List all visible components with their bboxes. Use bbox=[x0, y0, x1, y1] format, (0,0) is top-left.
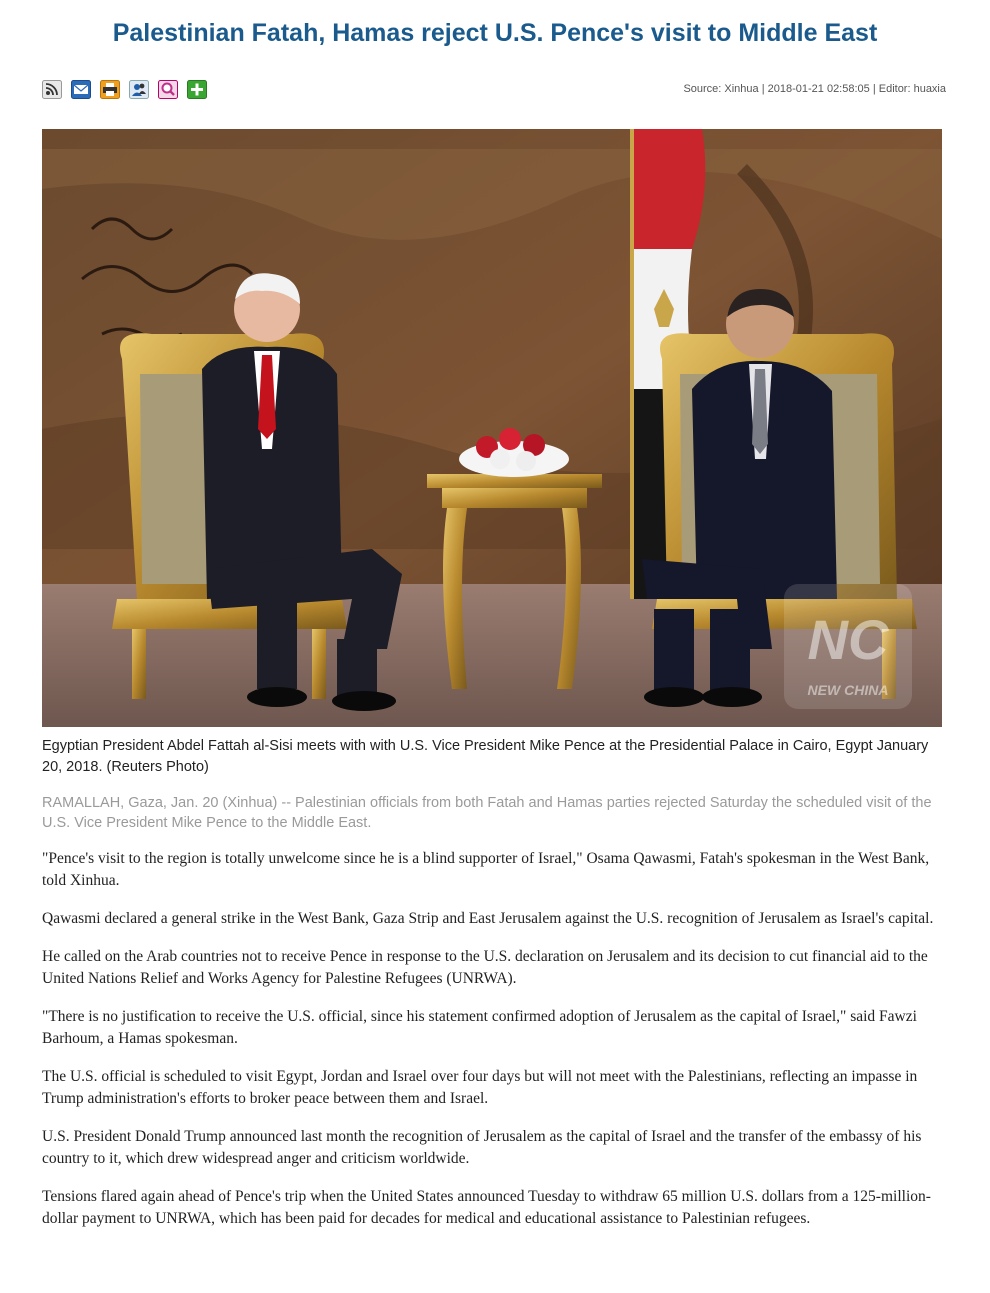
paragraph: U.S. President Donald Trump announced last month the recognition of Jerusalem as the capital of Israel and the transfer of the embassy of his country to it, which drew widespread anger and criticism worldwide. bbox=[42, 1128, 922, 1167]
article-lead: RAMALLAH, Gaza, Jan. 20 (Xinhua) -- Palestinian officials from both Fatah and Hamas parties rejected Saturday the scheduled visit of the U.S. Vice President Mike Pence to the Middle East. bbox=[42, 795, 932, 831]
photo-caption: Egyptian President Abdel Fattah al-Sisi meets with with U.S. Vice President Mike Pence at the Presidential Palace in Cairo, Egypt January 20, 2018. (Reuters Photo) bbox=[42, 738, 929, 775]
article-meta: Source: Xinhua | 2018-01-21 02:58:05 | Editor: huaxia bbox=[683, 83, 946, 95]
rss-icon bbox=[42, 80, 62, 99]
watermark-text: NEW CHINA bbox=[807, 682, 889, 698]
article-title: Palestinian Fatah, Hamas reject U.S. Pence's visit to Middle East bbox=[112, 19, 878, 47]
share-button[interactable] bbox=[129, 80, 149, 99]
print-icon bbox=[100, 80, 120, 99]
email-icon bbox=[71, 80, 91, 99]
article-photo bbox=[42, 129, 942, 727]
paragraph: Tensions flared again ahead of Pence's trip when the United States announced Tuesday to withdraw 65 million U.S. dollars from a 125-million-dollar payment to UNRWA, which has been paid for decades for medical and educational assistance to Palestinian refugees. bbox=[42, 1188, 931, 1227]
print-button[interactable] bbox=[100, 80, 120, 99]
paragraph: The U.S. official is scheduled to visit Egypt, Jordan and Israel over four days but will not meet with the Palestinians, reflecting an impasse in Trump administration's efforts to broker peace between them and Israel. bbox=[42, 1068, 918, 1107]
paragraph: "Pence's visit to the region is totally unwelcome since he is a blind supporter of Israel," Osama Qawasmi, Fatah's spokesman in the West Bank, told Xinhua. bbox=[42, 850, 930, 889]
zoom-button[interactable] bbox=[158, 80, 178, 99]
article-body bbox=[42, 848, 952, 1246]
add-icon bbox=[187, 80, 207, 99]
add-button[interactable] bbox=[187, 80, 207, 99]
new-china-watermark bbox=[784, 584, 912, 709]
watermark-logo: NC bbox=[807, 608, 889, 671]
email-button[interactable] bbox=[71, 80, 91, 99]
photo-illustration bbox=[42, 129, 942, 727]
paragraph: "There is no justification to receive the U.S. official, since his statement confirmed adoption of Jerusalem as the capital of Israel," said Fawzi Barhoum, a Hamas spokesman. bbox=[42, 1008, 917, 1047]
paragraph: Qawasmi declared a general strike in the West Bank, Gaza Strip and East Jerusalem against the U.S. recognition of Jerusalem as Israel's capital. bbox=[42, 910, 934, 927]
share-icon bbox=[129, 80, 149, 99]
zoom-icon bbox=[158, 80, 178, 99]
rss-button[interactable] bbox=[42, 80, 62, 99]
share-toolbar bbox=[42, 80, 207, 100]
paragraph: He called on the Arab countries not to receive Pence in response to the U.S. declaration on Jerusalem and its decision to cut financial aid to the United Nations Relief and Works Agency for Palestine Refugees (UNRWA). bbox=[42, 948, 928, 987]
